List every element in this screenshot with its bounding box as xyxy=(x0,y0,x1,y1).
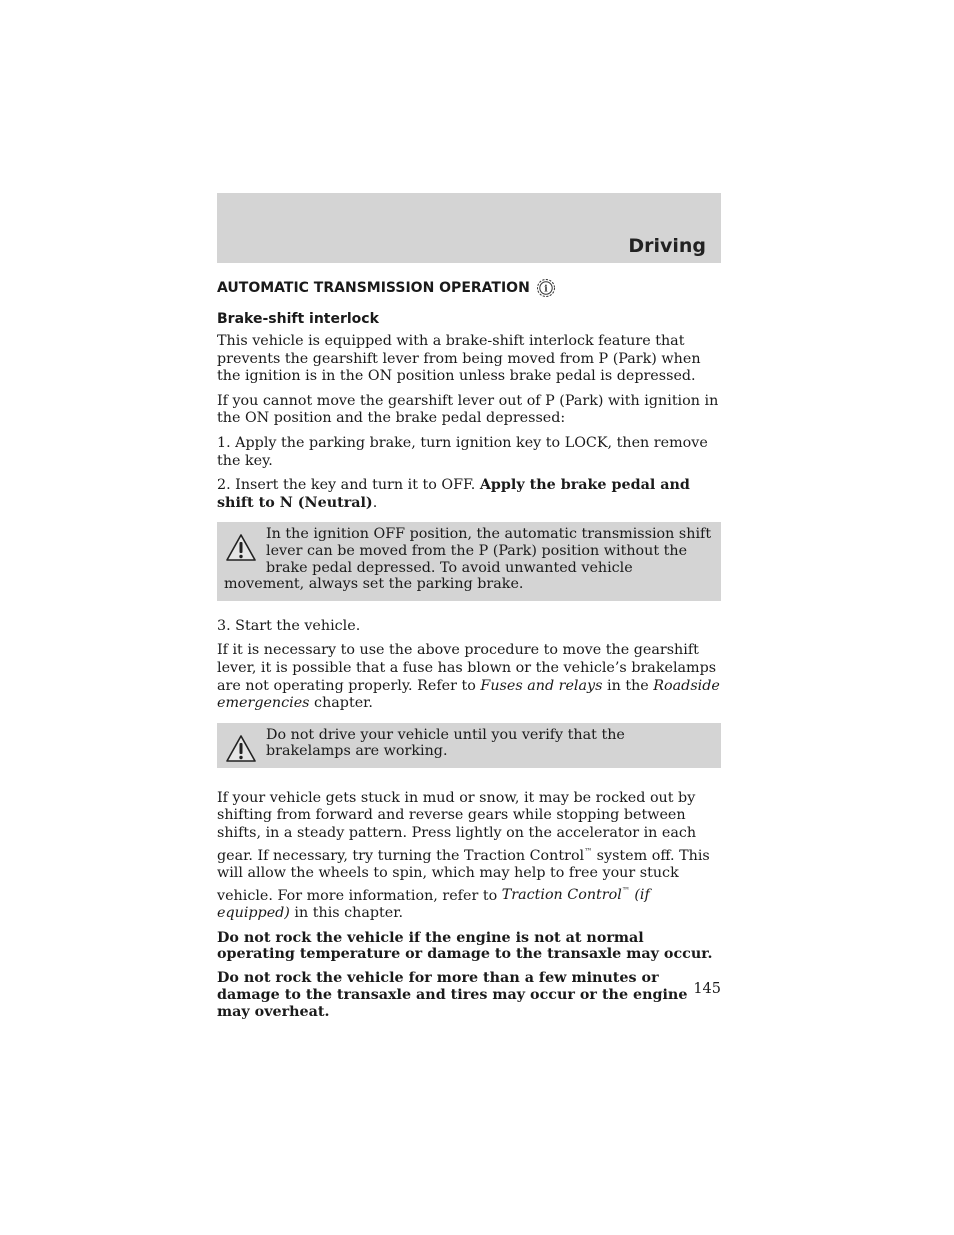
step-2-end: . xyxy=(372,494,378,511)
trademark: ™ xyxy=(621,886,630,896)
warning-triangle-icon xyxy=(224,532,258,564)
fuse-text-c: chapter. xyxy=(309,695,373,712)
warning-text-brakelamps: Do not drive your vehicle until you verify that the brakelamps are working. xyxy=(266,726,625,760)
fuse-ref: Fuses and relays xyxy=(480,677,603,694)
fuse-text-a: If it is necessary to use the above procedure to move the gearshift lever, it is possible that a fuse has blown or the vehicle’s brakelamps are not operating properly. Refer to xyxy=(217,642,717,694)
page-content xyxy=(217,277,721,1028)
chapter-header-bar xyxy=(217,193,721,263)
section-heading xyxy=(217,277,721,299)
sub-heading: Brake-shift interlock xyxy=(217,311,379,327)
step-2 xyxy=(217,477,721,512)
warning-triangle-icon xyxy=(224,733,258,765)
step-3: 3. Start the vehicle. xyxy=(217,617,361,634)
svg-text:i: i xyxy=(544,284,548,295)
stuck-text-c: in this chapter. xyxy=(289,904,404,921)
stuck-text-a: If your vehicle gets stuck in mud or snow, it may be rocked out by shifting from forward and reverse gears while stopping between shifts, in a steady pattern. Press lightly on the accelerator in each gear. If necessary, try turning the Traction Control xyxy=(217,789,697,864)
step-2-text: 2. Insert the key and turn it to OFF. xyxy=(217,477,480,494)
paragraph-stuck xyxy=(217,790,721,923)
caution-rock-duration: Do not rock the vehicle for more than a few minutes or damage to the transaxle and tires may occur or the engine may overheat. xyxy=(217,970,688,1020)
warning-box-brakelamps xyxy=(217,723,721,768)
warning-box-park xyxy=(217,522,721,600)
chapter-title: Driving xyxy=(628,235,706,257)
step-1: 1. Apply the parking brake, turn ignition key to LOCK, then remove the key. xyxy=(217,434,708,469)
traction-ref-equipped: (if equipped) xyxy=(217,887,650,921)
warning-text-park: In the ignition OFF position, the automatic transmission shift lever can be moved from the P (Park) position without the brake pedal depressed. To avoid unwanted vehicle movement, always set the parking brake. xyxy=(224,526,712,593)
chapter-ref: Roadside emergencies xyxy=(217,677,720,712)
gear-service-icon xyxy=(535,277,557,299)
paragraph-intro: This vehicle is equipped with a brake-shift interlock feature that prevents the gearshift lever from being moved from P (Park) when the ignition is in the ON position unless brake pedal is depressed. xyxy=(217,333,701,385)
page-number: 145 xyxy=(693,981,721,997)
caution-engine-temp: Do not rock the vehicle if the engine is not at normal operating temperature or damage to the transaxle may occur. xyxy=(217,929,713,963)
section-heading-text: AUTOMATIC TRANSMISSION OPERATION xyxy=(217,280,530,296)
stuck-text-b: system off. This will allow the wheels to spin, which may help to free your stuck vehicle. For more information, refer to xyxy=(217,847,710,904)
step-2-bold: Apply the brake pedal and shift to N (Neutral) xyxy=(217,477,690,511)
trademark: ™ xyxy=(584,846,593,856)
paragraph-fuse xyxy=(217,642,721,712)
traction-ref-name: Traction Control xyxy=(501,887,622,904)
paragraph-condition: If you cannot move the gearshift lever out of P (Park) with ignition in the ON position and the brake pedal depressed: xyxy=(217,392,719,427)
fuse-text-b: in the xyxy=(602,677,654,694)
